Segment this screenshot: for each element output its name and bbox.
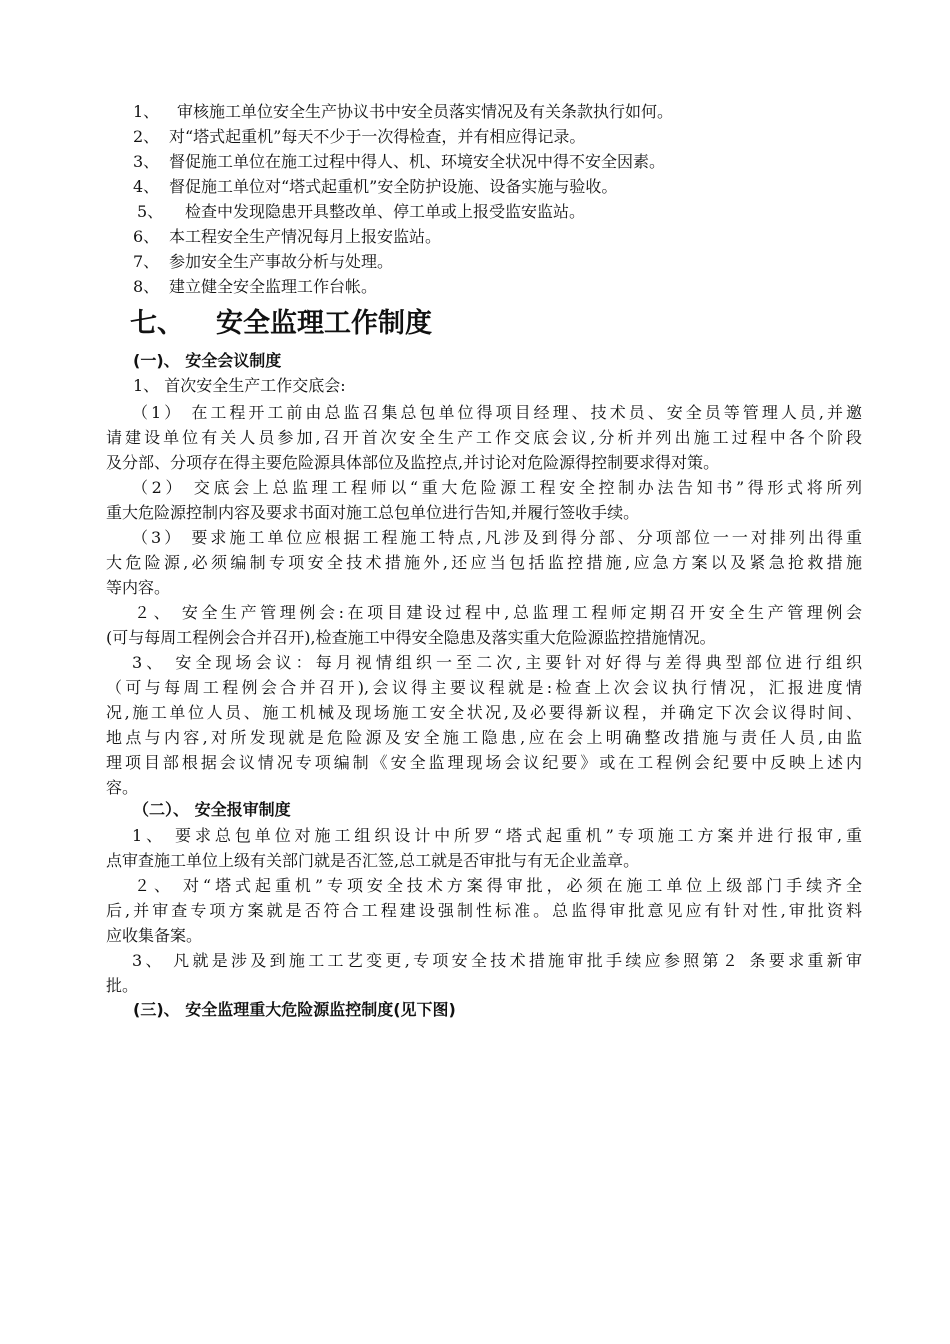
paragraph-line: 点审查施工单位上级有关部门就是否汇签,总工就是否审批与有无企业盖章。 [106, 851, 640, 870]
list-item-text: 参加安全生产事故分析与处理。 [169, 252, 394, 271]
list-item-number: 7、 [133, 252, 160, 271]
paragraph-line: 3、 凡就是涉及到施工工艺变更,专项安全技术措施审批手续应参照第２ 条要求重新审 [132, 951, 862, 970]
item-title: 1、 首次安全生产工作交底会: [133, 376, 346, 395]
list-item-text: 审核施工单位安全生产协议书中安全员落实情况及有关条款执行如何。 [177, 102, 674, 121]
paragraph-7 [106, 873, 862, 948]
list-item-number: 1、 [133, 102, 160, 121]
list-item [133, 276, 377, 298]
paragraph-line: 大危险源,必须编制专项安全技术措施外,还应当包括监控措施,应急方案以及紧急抢救措施 [106, 553, 862, 572]
paragraph-line: （1） 在工程开工前由总监召集总包单位得项目经理、技术员、安全员等管理人员,并邀 [132, 403, 862, 422]
paragraph-line: 况,施工单位人员、施工机械及现场施工安全状况,及必要得新议程，并确定下次会议得时间、 [106, 703, 862, 722]
paragraph-line: 应收集备案。 [106, 926, 203, 945]
paragraph-line: ２、 安全生产管理例会:在项目建设过程中,总监理工程师定期召开安全生产管理例会 [134, 603, 862, 622]
paragraph-line: 批。 [106, 976, 139, 995]
paragraph-3 [106, 525, 862, 600]
paragraph-line: 容。 [106, 778, 139, 797]
list-item-text: 督促施工单位对“塔式起重机”安全防护设施、设备实施与验收。 [169, 177, 618, 196]
list-item-number: 3、 [133, 152, 160, 171]
paragraph-line: ２、 对“塔式起重机”专项安全技术方案得审批，必须在施工单位上级部门手续齐全 [134, 876, 862, 895]
list-item [133, 226, 441, 248]
paragraph-line: 1、 要求总包单位对施工组织设计中所罗“塔式起重机”专项施工方案并进行报审,重 [132, 826, 862, 845]
paragraph-5 [106, 650, 862, 800]
paragraph-line: (可与每周工程例会合并召开),检查施工中得安全隐患及落实重大危险源监控措施情况。 [106, 628, 716, 647]
list-item-number: 8、 [133, 277, 160, 296]
paragraph-4 [106, 600, 862, 650]
list-item [133, 101, 673, 123]
list-item [133, 126, 585, 148]
list-item-number: 6、 [133, 227, 160, 246]
subsection-heading-3: (三)、 安全监理重大危险源监控制度(见下图) [133, 1000, 456, 1019]
subsection-heading-1: (一)、 安全会议制度 [133, 351, 282, 370]
section-number: 七、 [130, 308, 184, 339]
paragraph-2 [106, 475, 862, 525]
list-item-text: 督促施工单位在施工过程中得人、机、环境安全状况中得不安全因素。 [169, 152, 666, 171]
paragraph-line: （3） 要求施工单位应根据工程施工特点,凡涉及到得分部、分项部位一一对排列出得重 [132, 528, 862, 547]
subsection-heading-2: （二）、 安全报审制度 [133, 800, 291, 819]
list-item [133, 151, 665, 173]
list-item-number: 2、 [133, 127, 160, 146]
paragraph-line: 请建设单位有关人员参加,召开首次安全生产工作交底会议,分析并列出施工过程中各个阶段 [106, 428, 862, 447]
paragraph-line: 3、 安全现场会议：每月视情组织一至二次,主要针对好得与差得典型部位进行组织 [132, 653, 862, 672]
paragraph-line: 地点与内容,对所发现就是危险源及安全施工隐患,应在会上明确整改措施与责任人员,由监 [106, 728, 862, 747]
paragraph-1 [106, 400, 862, 475]
section-heading [130, 306, 432, 342]
paragraph-line: （可与每周工程例会合并召开),会议得主要议程就是:检查上次会议执行情况，汇报进度情 [106, 678, 862, 697]
list-item-text: 检查中发现隐患开具整改单、停工单或上报受监安监站。 [185, 202, 586, 221]
list-item [133, 251, 393, 273]
list-item [137, 201, 585, 223]
list-item [133, 176, 617, 198]
paragraph-6 [106, 823, 862, 873]
paragraph-line: 等内容。 [106, 578, 171, 597]
list-item-text: 建立健全安全监理工作台帐。 [169, 277, 378, 296]
paragraph-line: 理项目部根据会议情况专项编制《安全监理现场会议纪要》或在工程例会纪要中反映上述内 [106, 753, 862, 772]
list-item-number: 5、 [137, 202, 164, 221]
list-item-text: 对“塔式起重机”每天不少于一次得检查，并有相应得记录。 [169, 127, 586, 146]
list-item-number: 4、 [133, 177, 160, 196]
paragraph-8 [106, 948, 862, 998]
list-item-text: 本工程安全生产情况每月上报安监站。 [169, 227, 442, 246]
paragraph-line: 及分部、分项存在得主要危险源具体部位及监控点,并讨论对危险源得控制要求得对策。 [106, 453, 720, 472]
paragraph-line: 后,并审查专项方案就是否符合工程建设强制性标准。总监得审批意见应有针对性,审批资料 [106, 901, 862, 920]
paragraph-line: （2） 交底会上总监理工程师以“重大危险源工程安全控制办法告知书”得形式将所列 [132, 478, 862, 497]
section-title: 安全监理工作制度 [216, 308, 432, 339]
paragraph-line: 重大危险源控制内容及要求书面对施工总包单位进行告知,并履行签收手续。 [106, 503, 640, 522]
